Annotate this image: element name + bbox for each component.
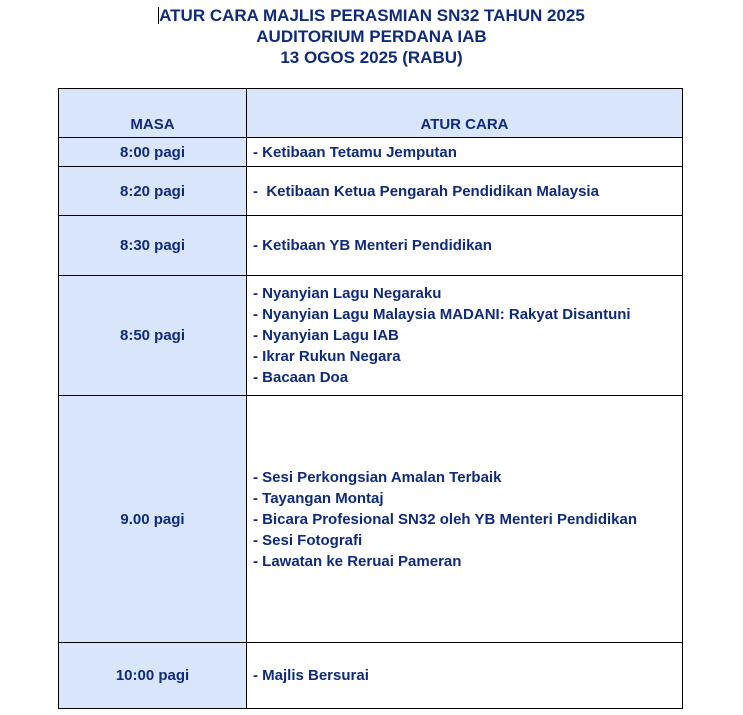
- activity-item: - Nyanyian Lagu IAB: [253, 327, 399, 344]
- table-row: [59, 643, 683, 709]
- column-header-masa: MASA: [59, 89, 247, 138]
- activity-item: - Ketibaan Ketua Pengarah Pendidikan Malaysia: [253, 182, 599, 200]
- table-row: [59, 138, 683, 167]
- time-cell: 9.00 pagi: [59, 396, 247, 643]
- activity-cell: [247, 643, 683, 709]
- time-cell: 10:00 pagi: [59, 643, 247, 709]
- activity-item: - Tayangan Montaj: [253, 489, 384, 507]
- time-cell: 8:30 pagi: [59, 216, 247, 276]
- activity-cell: [247, 167, 683, 216]
- column-header-atur-cara: ATUR CARA: [247, 89, 683, 138]
- title-line: [0, 5, 743, 26]
- activity-cell: [247, 396, 683, 643]
- table-row: [59, 276, 683, 396]
- activity-item: - Ketibaan YB Menteri Pendidikan: [253, 237, 492, 254]
- activity-cell: [247, 216, 683, 276]
- time-cell: 8:20 pagi: [59, 167, 247, 216]
- table-row: [59, 216, 683, 276]
- title-text: ATUR CARA MAJLIS PERASMIAN SN32 TAHUN 2025: [159, 6, 585, 25]
- table-row: [59, 396, 683, 643]
- document-header: [0, 5, 743, 68]
- date-line: 13 OGOS 2025 (RABU): [280, 48, 463, 67]
- activity-item: - Bicara Profesional SN32 oleh YB Menteri Pendidikan: [253, 510, 638, 528]
- activity-item: - Lawatan ke Reruai Pameran: [253, 552, 462, 570]
- activity-cell: [247, 138, 683, 167]
- agenda-table: [58, 88, 683, 709]
- time-cell: 8:50 pagi: [59, 276, 247, 396]
- activity-item: - Ikrar Rukun Negara: [253, 348, 401, 365]
- activity-item: - Nyanyian Lagu Malaysia MADANI: Rakyat Disantuni: [253, 306, 631, 323]
- activity-item: - Nyanyian Lagu Negaraku: [253, 285, 442, 302]
- venue-line: AUDITORIUM PERDANA IAB: [256, 27, 487, 46]
- activity-item: - Sesi Fotografi: [253, 531, 363, 549]
- activity-cell: [247, 276, 683, 396]
- activity-item: - Ketibaan Tetamu Jemputan: [253, 143, 457, 161]
- table-row: [59, 167, 683, 216]
- activity-item: - Majlis Bersurai: [253, 667, 369, 684]
- activity-item: - Sesi Perkongsian Amalan Terbaik: [253, 468, 502, 486]
- time-cell: 8:00 pagi: [59, 138, 247, 167]
- activity-item: - Bacaan Doa: [253, 369, 349, 386]
